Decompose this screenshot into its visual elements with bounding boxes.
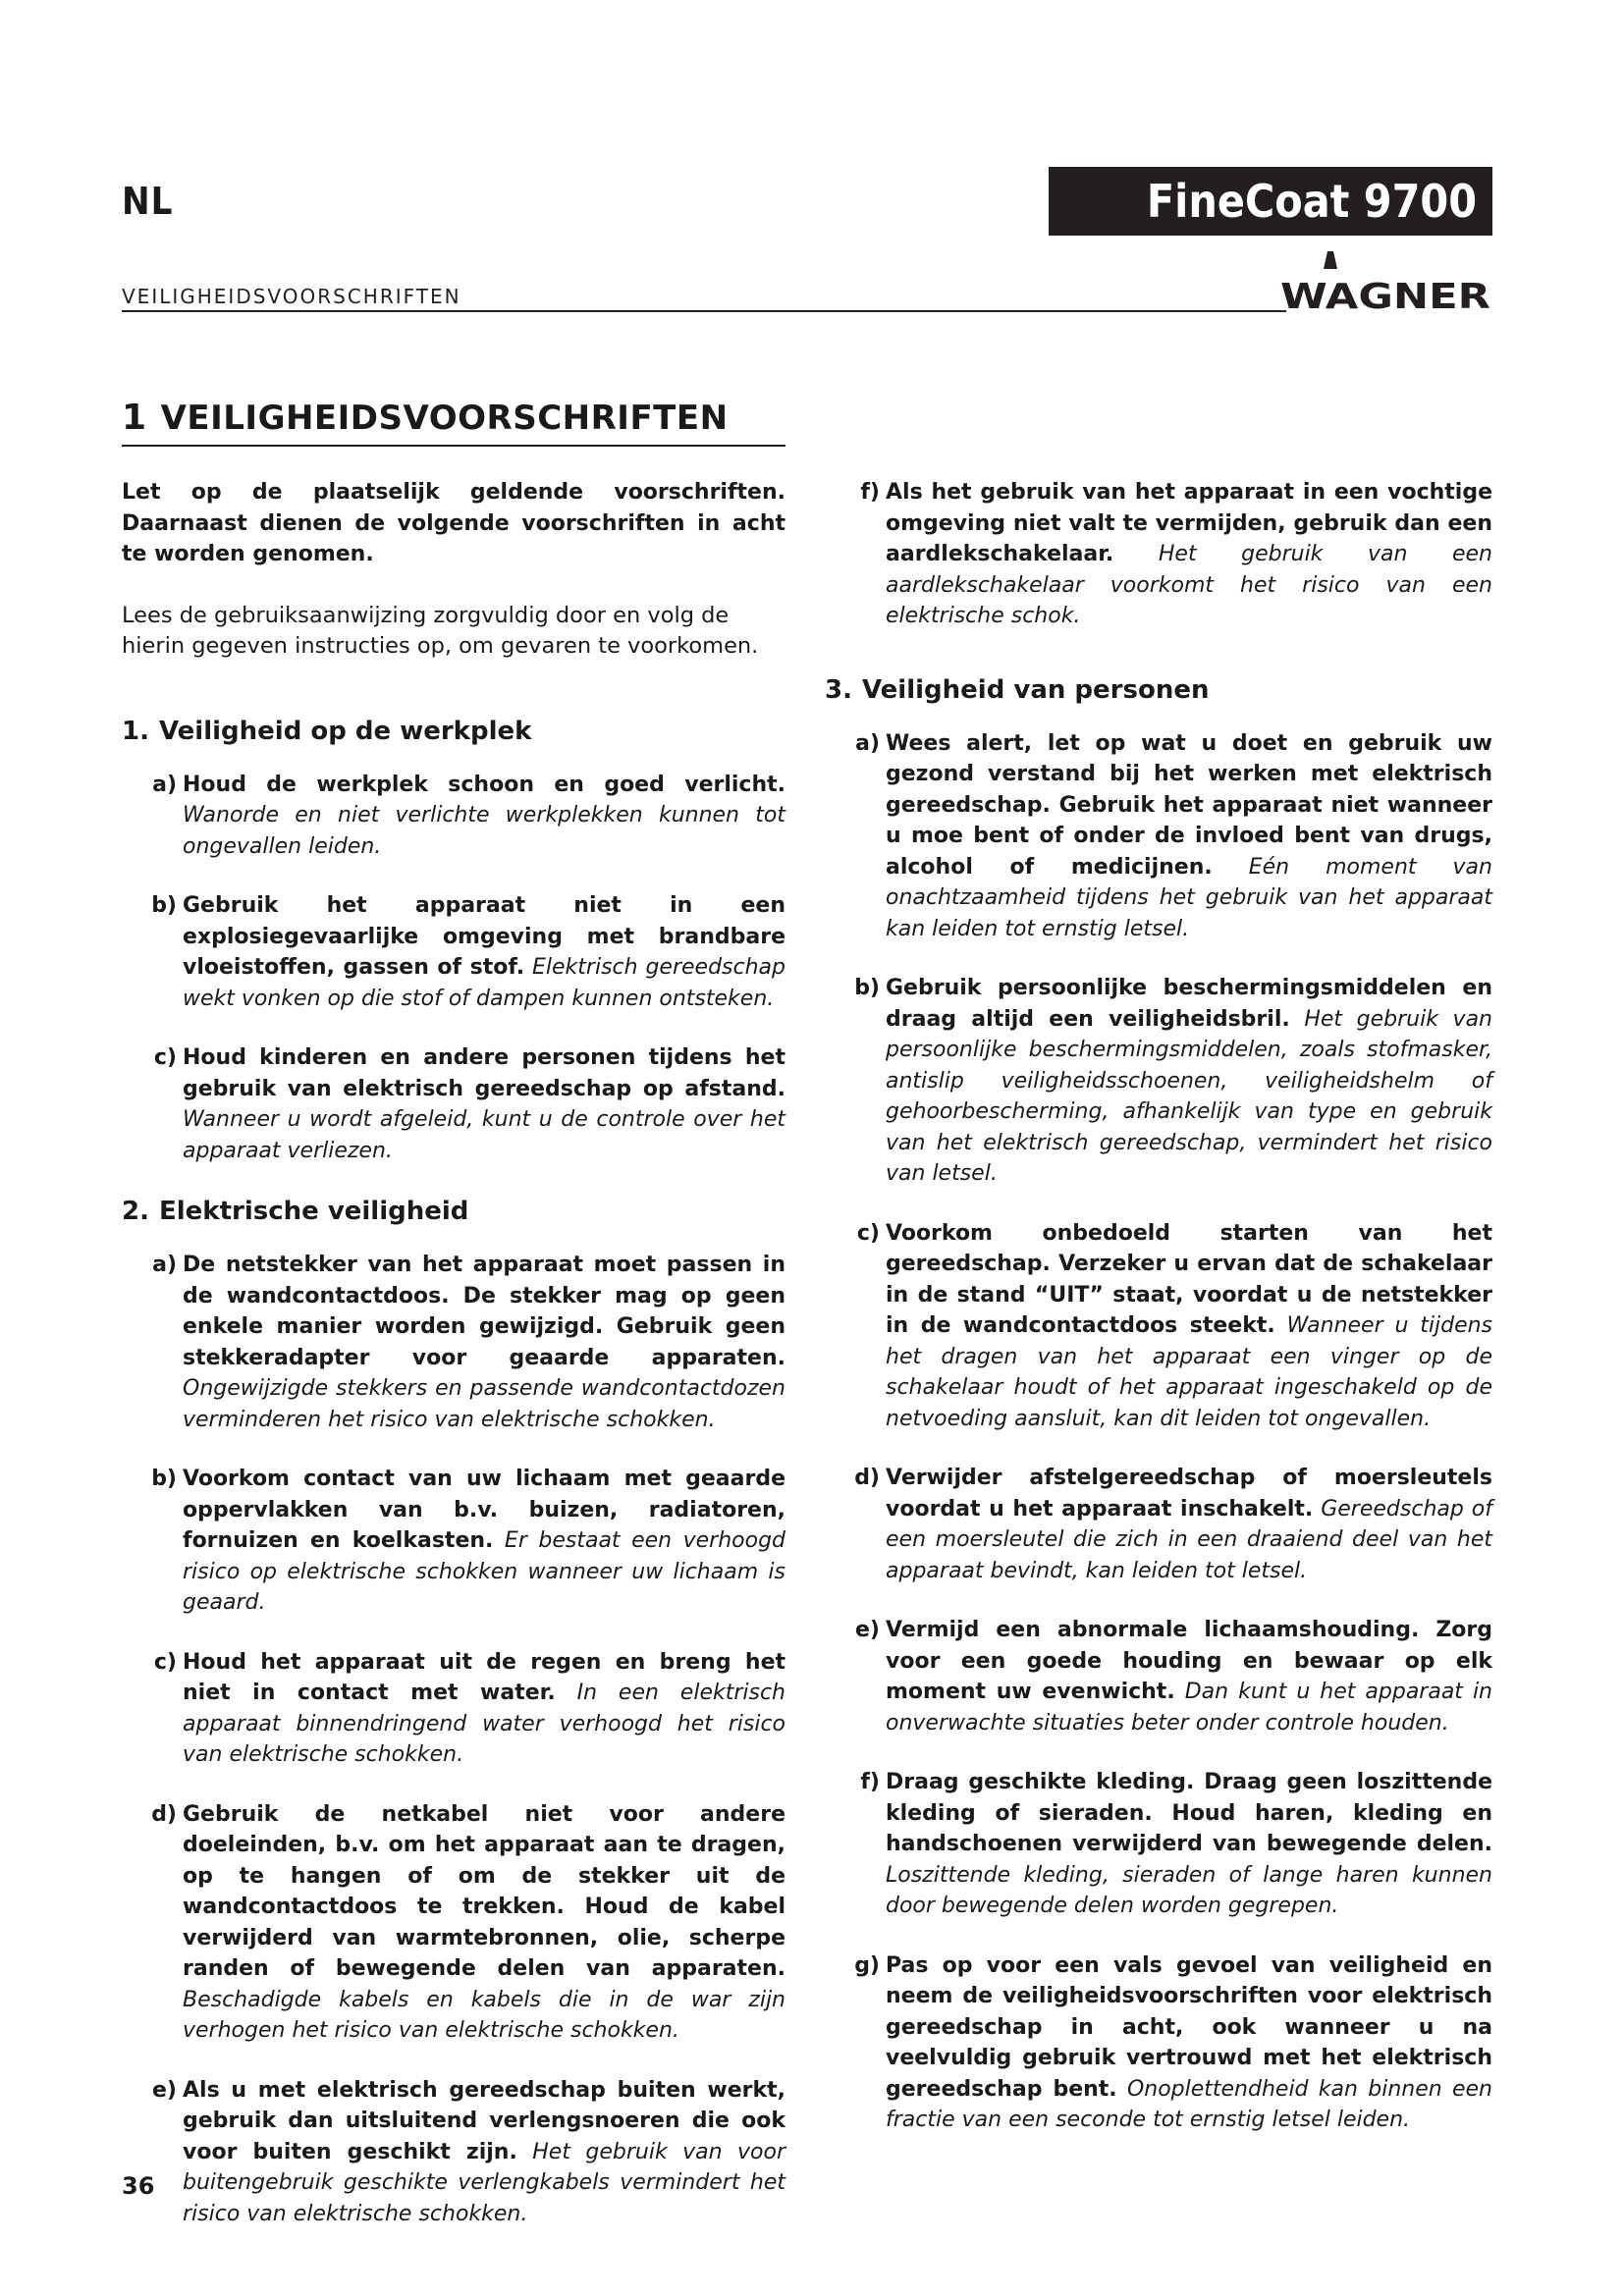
item-explanation: Eén moment van onachtzaamheid tijdens het gebruik van het apparaat kan leiden tot ernstig letsel. [886,854,1492,941]
item-explanation: Dan kunt u het apparaat in onverwachte situaties beter onder controle houden. [886,1680,1492,1735]
item-explanation: Beschadigde kabels en kabels die in de war zijn verhogen het risico van elektrische schokken. [183,1987,785,2043]
list-item [825,973,1492,1190]
chapter-number: 1 [122,398,147,438]
item-label: g) [854,1952,880,1978]
list-item [825,1463,1492,1586]
chapter-heading [122,398,785,438]
list-item [122,890,785,1014]
item-label: a) [152,1253,177,1277]
section-heading [122,1195,785,1228]
list-item [122,1647,785,1771]
item-instruction: Houd de werkplek schoon en goed verlicht. [183,772,785,797]
section-items [122,1250,785,2229]
item-explanation: Elektrisch gereedschap wekt vonken op die stof of dampen kunnen ontsteken. [183,955,785,1011]
page-number: 36 [122,2172,155,2200]
chapter-rule [122,445,785,447]
section-items [122,770,785,1167]
intro-text: Lees de gebruiksaanwijzing zorgvuldig door en volg de hierin gegeven instructies op, om gevaren te voorkomen. [122,602,759,659]
right-column [825,477,1492,2164]
item-instruction: Vermijd een abnormale lichaamshouding. Zorg voor een goede houding en bewaar op elk moment uw evenwicht. [886,1618,1492,1704]
item-instruction: De netstekker van het apparaat moet passen in de wandcontactdoos. De stekker mag op geen enkele manier worden gewijzigd. Gebruik geen stekkeradapter voor geaarde apparaten. [183,1253,785,1370]
item-label: c) [153,1649,177,1675]
item-label: f) [860,480,880,505]
item-label: c) [153,1045,177,1070]
product-title: FineCoat 9700 [1146,175,1477,228]
item-label: b) [854,976,880,1000]
logo-spire-icon [1324,251,1337,269]
section-heading [825,673,1492,707]
item-label: c) [856,1220,880,1246]
list-item [122,770,785,863]
item-explanation: Onoplettendheid kan binnen een fractie van een seconde tot ernstig letsel leiden. [886,2076,1492,2132]
list-item [825,1218,1492,1435]
section-title: Veiligheid op de werkplek [158,716,532,746]
item-explanation: Het gebruik van een aardlekschakelaar voorkomt het risico van een elektrische schok. [886,542,1492,628]
section-number: 1. [122,716,149,746]
section-items-continued [825,477,1492,632]
header-rule [122,310,1286,312]
left-column [122,477,785,2258]
item-instruction: Pas op voor een vals gevoel van veiligheid en neem de veiligheidsvoorschriften voor elektrisch gereedschap in acht, ook wanneer u na veelvuldig gebruik vertrouwd met het elektrisch gereedschap bent. [886,1952,1492,2102]
item-instruction: Gebruik de netkabel niet voor andere doeleinden, b.v. om het apparaat aan te dragen, op te hangen of om de stekker uit de wandcontactdoos te trekken. Houd de kabel verwijderd van warmtebronnen, olie, scherpe randen of bewegende delen van apparaten. [183,1801,785,1981]
item-label: d) [151,1801,177,1827]
item-explanation: Loszittende kleding, sieraden of lange haren kunnen door bewegende delen worden gegrepen. [886,1862,1492,1918]
logo-wordmark: WAGNER [1280,277,1490,316]
chapter-title: VEILIGHEIDSVOORSCHRIFTEN [160,399,729,438]
list-item [825,1950,1492,2136]
item-instruction: Als u met elektrisch gereedschap buiten werkt, gebruik dan uitsluitend verlengsnoeren die ook voor buiten geschikt zijn. [183,2077,785,2164]
item-explanation: Ongewijzigde stekkers en passende wandcontactdozen verminderen het risico van elektrische schokken. [183,1376,785,1432]
item-instruction: Draag geschikte kleding. Draag geen loszittende kleding of sieraden. Houd haren, kleding en handschoenen verwijderd van bewegende delen. [886,1770,1492,1856]
item-instruction: Houd kinderen en andere personen tijdens het gebruik van elektrisch gereedschap op afstand. [183,1045,785,1101]
item-instruction: Gebruik persoonlijke beschermingsmiddelen en draag altijd een veiligheidsbril. [886,976,1492,1032]
item-explanation: In een elektrisch apparaat binnendringend water verhoogd het risico van elektrische schokken. [183,1681,786,1767]
item-instruction: Voorkom contact van uw lichaam met geaarde oppervlakken van b.v. buizen, radiatoren, fornuizen en koelkasten. [183,1467,785,1553]
list-item [825,728,1492,945]
language-code: NL [122,180,174,223]
section-items [825,728,1492,2136]
list-item [122,1042,785,1166]
section-heading [122,715,785,748]
list-item [825,1767,1492,1922]
section-number: 3. [825,674,852,705]
item-label: a) [855,730,880,756]
item-instruction: Wees alert, let op wat u doet en gebruik uw gezond verstand bij het werken met elektrisch gereedschap. Gebruik het apparaat niet wanneer u moe bent of onder de invloed bent van drugs, alcohol of medicijnen. [886,730,1492,880]
item-instruction: Als het gebruik van het apparaat in een vochtige omgeving niet valt te vermijden, gebruik dan een aardlekschakelaar. [886,480,1492,566]
item-explanation: Wanorde en niet verlichte werkplekken kunnen tot ongevallen leiden. [183,803,785,859]
list-item [825,1615,1492,1738]
item-label: e) [152,2077,177,2103]
item-explanation: Wanneer u wordt afgeleid, kunt u de controle over het apparaat verliezen. [183,1107,785,1163]
item-explanation: Het gebruik van persoonlijke beschermingsmiddelen, zoals stofmasker, antislip veiligheidsschoenen, veiligheidshelm of gehoorbescherming, afhankelijk van type en gebruik van het elektrisch gereedschap, vermindert het risico van letsel. [886,1006,1492,1186]
item-explanation: Wanneer u tijdens het dragen van het apparaat een vinger op de schakelaar houdt of het apparaat ingeschakeld op de netvoeding aansluit, kan dit leiden tot ongevallen. [886,1313,1493,1431]
list-item [122,1250,785,1435]
item-explanation: Het gebruik van voor buitengebruik geschikte verlengkabels vermindert het risico van elektrische schokken. [183,2139,785,2226]
item-explanation: Er bestaat een verhoogd risico op elektrische schokken wanneer uw lichaam is geaard. [183,1528,785,1615]
wagner-logo [1276,247,1494,316]
list-item [825,477,1492,632]
item-instruction: Verwijder afstelgereedschap of moersleutels voordat u het apparaat inschakelt. [886,1466,1492,1522]
list-item [122,1799,785,2047]
item-explanation: Gereedschap of een moersleutel die zich in een draaiend deel van het apparaat bevindt, kan leiden tot letsel. [886,1496,1492,1583]
list-item [122,2075,785,2230]
section-number: 2. [122,1197,149,1226]
list-item [122,1464,785,1619]
item-label: e) [855,1618,880,1642]
item-label: a) [152,772,177,797]
item-label: f) [860,1770,880,1794]
item-instruction: Gebruik het apparaat niet in een explosiegevaarlijke omgeving met brandbare vloeistoffen, gassen of stof. [183,893,785,980]
item-instruction: Voorkom onbedoeld starten van het gereedschap. Verzeker u ervan dat de schakelaar in de stand “UIT” staat, voordat u de netstekker in de wandcontactdoos steekt. [886,1220,1492,1338]
section-title: Elektrische veiligheid [158,1197,469,1226]
item-label: b) [151,893,177,918]
section-title: Veiligheid van personen [861,674,1210,705]
item-label: d) [854,1466,880,1490]
product-title-bar [1049,167,1492,236]
running-title: VEILIGHEIDSVOORSCHRIFTEN [122,285,461,308]
item-label: b) [151,1467,177,1491]
item-instruction: Houd het apparaat uit de regen en breng het niet in contact met water. [183,1649,785,1705]
intro-bold-text: Let op de plaatselijk geldende voorschriften. Daarnaast dienen de volgende voorschriften in acht te worden genomen. [122,480,785,566]
